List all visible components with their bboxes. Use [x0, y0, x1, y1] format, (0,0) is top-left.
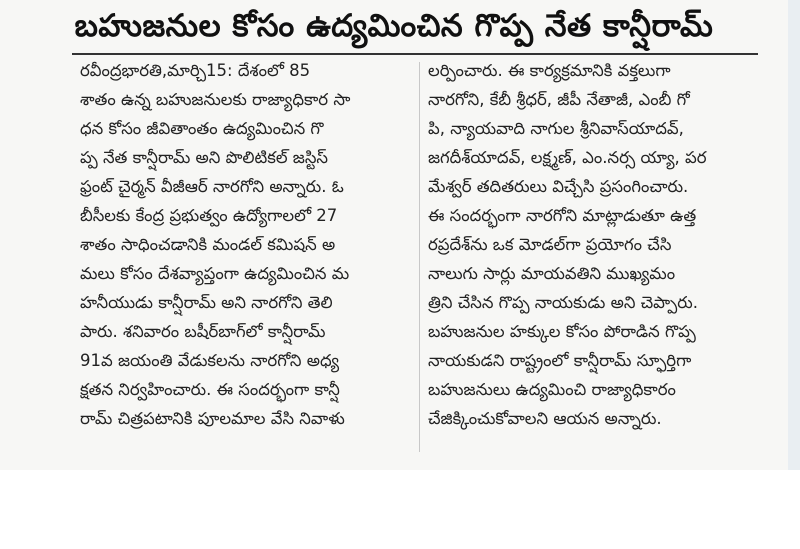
- text-line: నాయకుడని రాష్ట్రంలో కాన్షీరామ్ స్ఫూర్తిగా: [428, 351, 692, 370]
- text-line: శాతం సాధించడానికి మండల్ కమిషన్ అ: [80, 235, 336, 254]
- text-line: శాతం ఉన్న బహుజనులకు రాజ్యాధికార సా: [80, 90, 351, 109]
- text-line: ఈ సందర్భంగా నారగోని మాట్లాడుతూ ఉత్త: [428, 206, 697, 225]
- text-line: బహుజనుల హక్కుల కోసం పోరాడిన గొప్ప: [428, 322, 696, 341]
- headline-rule: [72, 53, 758, 55]
- text-line: బీసీలకు కేంద్ర ప్రభుత్వం ఉద్యోగాలలో 27: [80, 206, 338, 225]
- text-line: రప్రదేశ్‌ను ఒక మోడల్‌గా ప్రయోగం చేసి: [428, 235, 672, 254]
- text-line: పారు. శనివారం బషీర్‌బాగ్‌లో కాన్షీరామ్: [80, 322, 326, 341]
- text-line: రామ్ చిత్రపటానికి పూలమాల వేసి నివాళు: [80, 409, 345, 428]
- text-line: రవీంద్రభారతి,మార్చి15: దేశంలో 85: [80, 61, 311, 80]
- text-line: ఫ్రంట్ చైర్మన్ వీజీఆర్ నారగోని అన్నారు. ఓ: [80, 177, 344, 196]
- clipping-edge: [788, 0, 800, 470]
- text-line: ధన కోసం జీవితాంతం ఉద్యమించిన గొ: [80, 119, 324, 138]
- text-line: క్షతన నిర్వహించారు. ఈ సందర్భంగా కాన్షీ: [80, 380, 340, 399]
- text-line: నారగోని, కేబీ శ్రీధర్, జీపీ నేతాజీ, ఎంబీ గో: [428, 90, 690, 109]
- right-column: [428, 56, 758, 433]
- left-column: [80, 56, 410, 433]
- text-line: హనీయుడు కాన్షీరామ్ అని నారగోని తెలి: [80, 293, 333, 312]
- text-line: 91వ జయంతి వేడుకలను నారగోని అధ్య: [80, 351, 340, 370]
- text-line: నాలుగు సార్లు మాయవతిని ముఖ్యమం: [428, 264, 676, 283]
- text-line: చేజిక్కించుకోవాలని ఆయన అన్నారు.: [428, 409, 662, 428]
- text-line: జగదీశ్‌యాదవ్, లక్ష్మణ్, ఎం.నర్స య్యా, పర: [428, 148, 707, 167]
- text-line: త్రిని చేసిన గొప్ప నాయకుడు అని చెప్పారు.: [428, 293, 698, 312]
- text-line: బహుజనులు ఉద్యమించి రాజ్యాధికారం: [428, 380, 676, 399]
- text-line: పి, న్యాయవాది నాగుల శ్రీనివాస్‌యాదవ్,: [428, 119, 684, 138]
- column-divider: [419, 62, 420, 452]
- text-line: ప్ప నేత కాన్షీరామ్ అని పొలిటికల్ జస్టిస్: [80, 148, 329, 167]
- text-line: మేశ్వర్ తదితరులు విచ్చేసి ప్రసంగించారు.: [428, 177, 689, 196]
- text-line: లర్పించారు. ఈ కార్యక్రమానికి వక్తలుగా: [428, 61, 671, 80]
- headline: బహుజనుల కోసం ఉద్యమించిన గొప్ప నేత కాన్షీరామ్: [74, 8, 714, 44]
- text-line: మలు కోసం దేశవ్యాప్తంగా ఉద్యమించిన మ: [80, 264, 350, 283]
